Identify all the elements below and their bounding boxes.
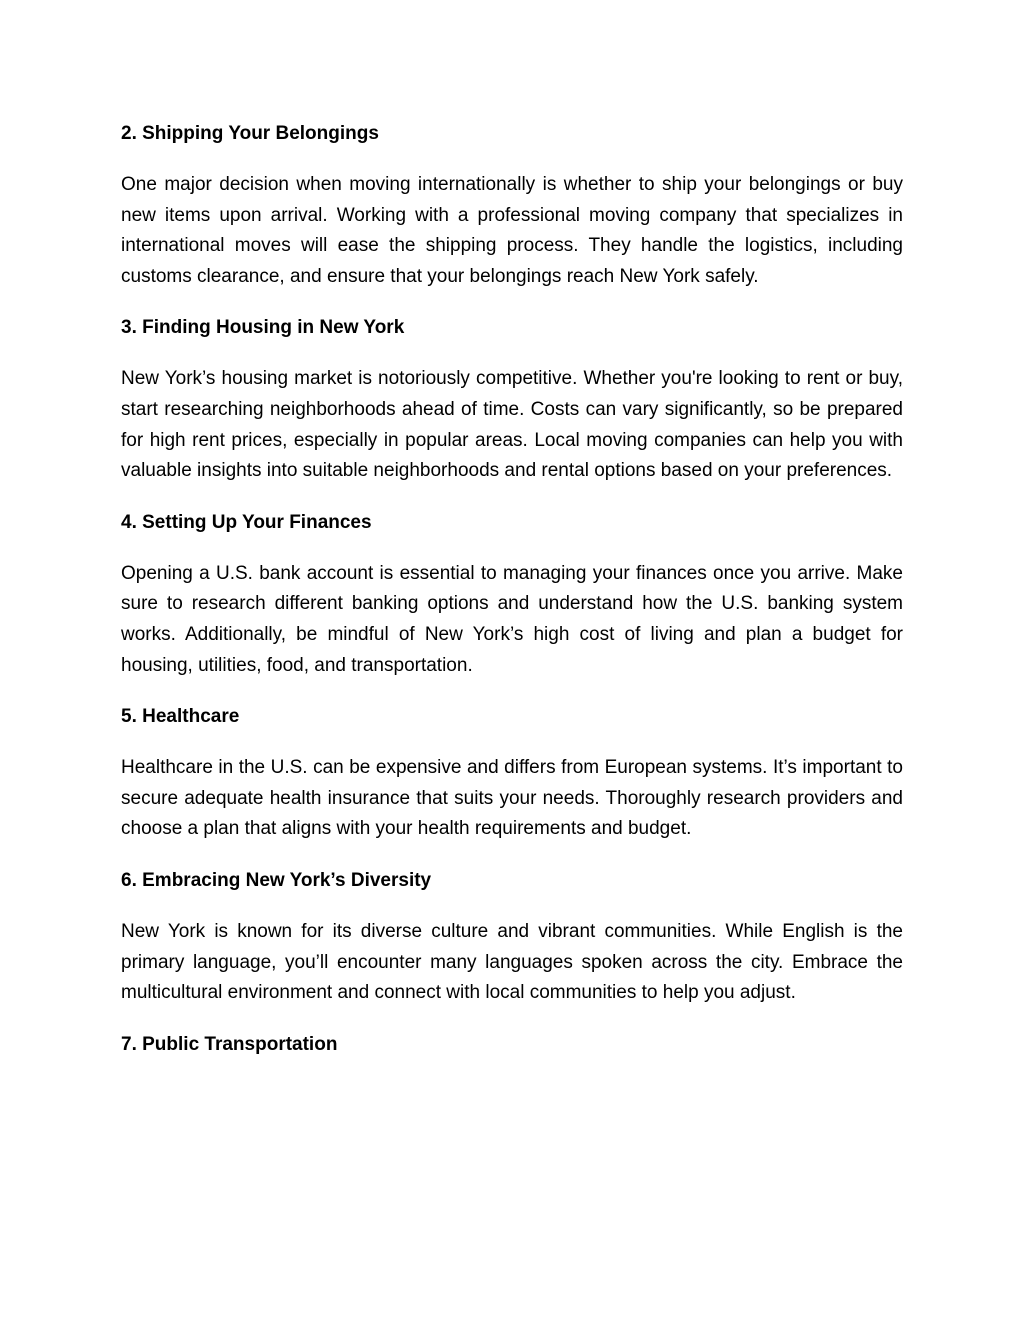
section-body-housing: New York’s housing market is notoriously competitive. Whether you're looking to rent or buy, start researching neighborhoods ahead of time. Costs can vary significantly, so be prepared for high rent prices, especially in popular areas. Local moving companies can help you with valuable insights into suitable neighborhoods and rental options based on your preferences.: [121, 368, 903, 482]
section-heading-shipping: 2. Shipping Your Belongings: [121, 123, 379, 144]
section-heading-diversity: 6. Embracing New York’s Diversity: [121, 869, 432, 891]
section-heading-finances: 4. Setting Up Your Finances: [121, 511, 372, 533]
document-page: [121, 120, 903, 1081]
section-heading-housing: 3. Finding Housing in New York: [121, 317, 405, 339]
section-heading-transportation: 7. Public Transportation: [121, 1033, 338, 1055]
section-body-diversity: New York is known for its diverse culture and vibrant communities. While English is the primary language, you’ll encounter many languages spoken across the city. Embrace the multicultural environment and connect with local communities to help you adjust.: [121, 920, 903, 1004]
section-body-shipping: One major decision when moving internationally is whether to ship your belongings or buy new items upon arrival. Working with a professional moving company that specializes in international moves will ease the shipping process. They handle the logistics, including customs clearance, and ensure that your belongings reach New York safely.: [121, 174, 903, 287]
section-heading-healthcare: 5. Healthcare: [121, 706, 240, 728]
section-body-finances: Opening a U.S. bank account is essential to managing your finances once you arrive. Make sure to research different banking options and understand how the U.S. banking system works. Additionally, be mindful of New York’s high cost of living and plan a budget for housing, utilities, food, and transportation.: [121, 562, 903, 676]
section-body-healthcare: Healthcare in the U.S. can be expensive and differs from European systems. It’s important to secure adequate health insurance that suits your needs. Thoroughly research providers and choose a plan that aligns with your health requirements and budget.: [121, 757, 903, 840]
